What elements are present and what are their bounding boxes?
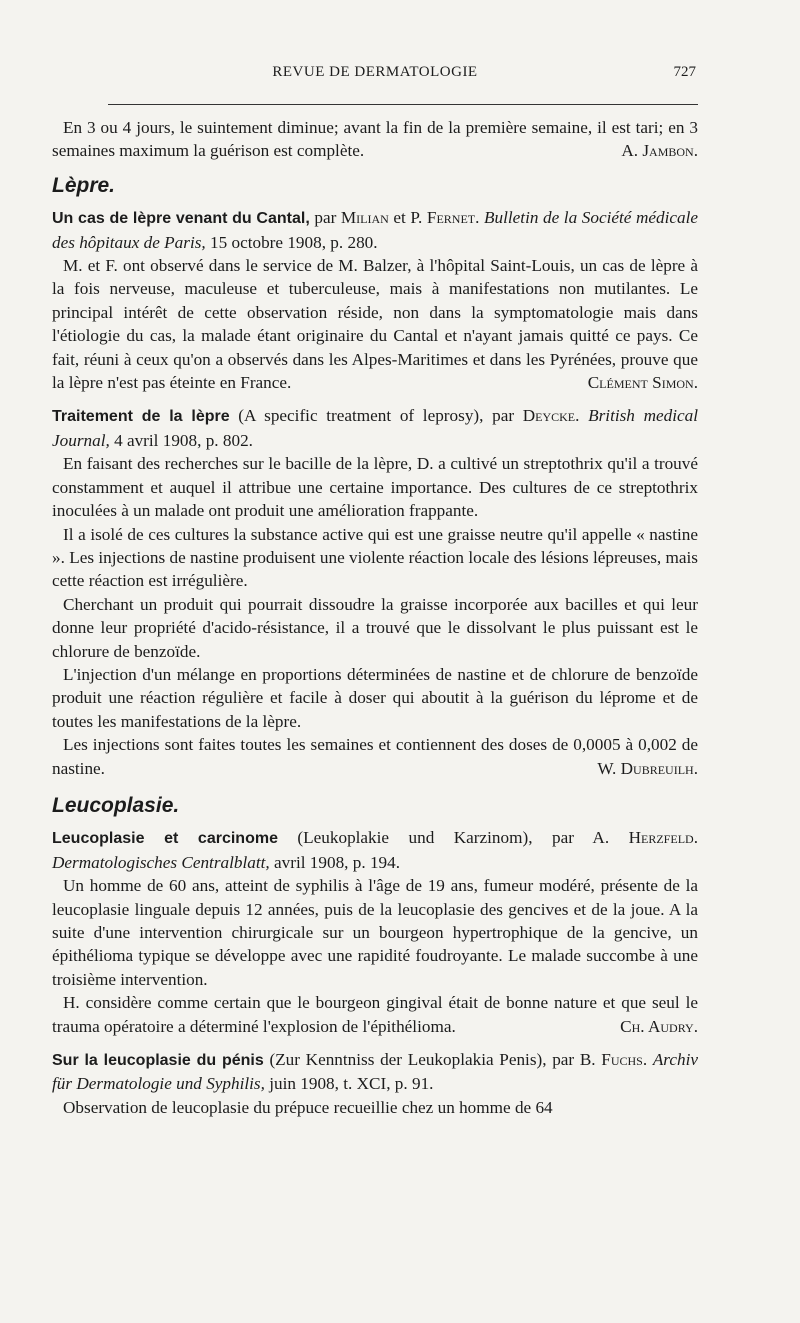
article-1-by: par [309,208,341,228]
article-2-p3: Cherchant un produit qui pourrait dissoudre la graisse incorporée aux bacilles et qui leur donne leur propriété d'acido-résistance, il a trouvé que le dissolvant le plus puissant est le chlorure de benzoïde. [52,594,698,661]
article-1-signature: Clément Simon. [587,373,698,393]
article-3-title: Leucoplasie et carcinome [52,830,278,848]
article-1-text: M. et F. ont observé dans le service de M. Balzer, à l'hôpital Saint-Louis, un cas de lèpre à la fois nerveuse, maculeuse et tuberculeuse, mais à manifestations non mutilantes. Le principal intérêt de cette observation réside, non dans la symptomatologie mais dans l'étiologie du cas, la malade étant originaire du Cantal et n'ayant jamais quitté ce pays. Ce fait, réuni à ceux qu'on a observés dans les Alpes-Maritimes et dans les Pyrénées, prouve que la lèpre n'est pas éteinte en France. [52,256,698,393]
article-3-p2 [52,991,698,1038]
article-2-title: Traitement de la lèpre [52,408,230,426]
article-1-citation [52,206,698,254]
article-body [52,116,698,1119]
page-header [52,64,698,90]
article-1-and: et P. [388,208,427,228]
article-4-author: Fuchs [601,1050,643,1070]
article-2-dot: . [575,406,589,426]
section-heading-lepre: Lèpre. [52,173,116,197]
article-1-ref: 15 octobre 1908, p. 280. [205,232,378,252]
intro-text: En 3 ou 4 jours, le suintement diminue; avant la fin de la première semaine, il est tari; en 3 semaines maximum la guérison est complète. [52,118,698,161]
article-4-p1: Observation de leucoplasie du prépuce recueillie chez un homme de 64 [63,1097,553,1117]
article-3-dot: . [693,828,698,848]
article-4-journal: Archiv für Dermatologie und Syphilis, [52,1050,698,1094]
article-3-ref: avril 1908, p. 194. [269,852,401,872]
article-1-author-b: Fernet [426,208,476,228]
article-2-p1: En faisant des recherches sur le bacille de la lèpre, D. a cultivé un streptothrix qu'il a trouvé constamment et auquel il attribue une certaine importance. Des cultures de ce streptothrix inoculées à un malade ont produit une amélioration frappante. [52,454,698,521]
header-rule [108,104,698,105]
article-1-title: Un cas de lèpre venant du Cantal, [52,210,310,228]
article-3-signature: Ch. Audry. [620,1016,698,1036]
article-3-p1: Un homme de 60 ans, atteint de syphilis à l'âge de 19 ans, fumeur modéré, présente de la leucoplasie linguale depuis 12 années, puis de la leucoplasie des gencives et de la joue. A la suite d'une intervention chirurgicale sur un bourgeon hypertrophique de la gencive, un épithélioma typique se développe avec une rapidité foudroyante. Le malade succombe à une troisième intervention. [52,876,698,989]
article-4-subtitle: (Zur Kenntniss der Leukoplakia Penis), par B. [263,1050,602,1070]
section-heading-leucoplasie: Leucoplasie. [52,793,180,817]
article-1-body [52,254,698,394]
article-2-p2: Il a isolé de ces cultures la substance active qui est une graisse neutre qu'il appelle « nastine ». Les injections de nastine produisent une violente réaction locale des lésions lépreuses, mais cette réaction est irrégulière. [52,524,698,591]
article-2-citation [52,404,698,452]
article-2-author: Deycke [522,406,576,426]
article-3-journal: Dermatologisches Centralblatt, [52,852,270,872]
article-2-p5-text: Les injections sont faites toutes les semaines et contiennent des doses de 0,0005 à 0,002 de nastine. [52,735,698,778]
article-2-ref: 4 avril 1908, p. 802. [109,430,253,450]
running-title: REVUE DE DERMATOLOGIE [272,64,478,80]
article-3-author: Herzfeld [628,828,694,848]
article-1-journal: Bulletin de la Société médicale des hôpitaux de Paris, [52,208,698,252]
article-3-subtitle: (Leukoplakie und Karzinom), par A. [277,828,629,848]
article-4-ref: juin 1908, t. XCI, p. 91. [264,1074,434,1094]
article-3-p2-text: H. considère comme certain que le bourgeon gingival était de bonne nature et que seul le trauma opératoire a déterminé l'explosion de l'épithélioma. [52,993,698,1036]
article-2-p5 [52,733,698,780]
article-2-subtitle: (A specific treatment of leprosy), par [229,406,523,426]
article-4-dot: . [642,1050,653,1070]
article-1-dot: . [475,208,485,228]
article-2-p4: L'injection d'un mélange en proportions déterminées de nastine et de chlorure de benzoïde produit une réaction régulière et facile à doser qui aboutit à la guérison du léprome et de toutes les manifestations de la lèpre. [52,664,698,731]
intro-signature: A. Jambon. [621,141,698,161]
article-2-journal: British medical Journal, [52,406,698,450]
article-4-title: Sur la leucoplasie du pénis [52,1052,264,1070]
article-4-citation [52,1048,698,1096]
article-1-author-a: Milian [340,208,389,228]
page-number: 727 [673,64,696,80]
intro-paragraph [52,116,698,163]
article-2-signature: W. Dubreuilh. [597,758,698,778]
article-3-citation [52,826,698,874]
